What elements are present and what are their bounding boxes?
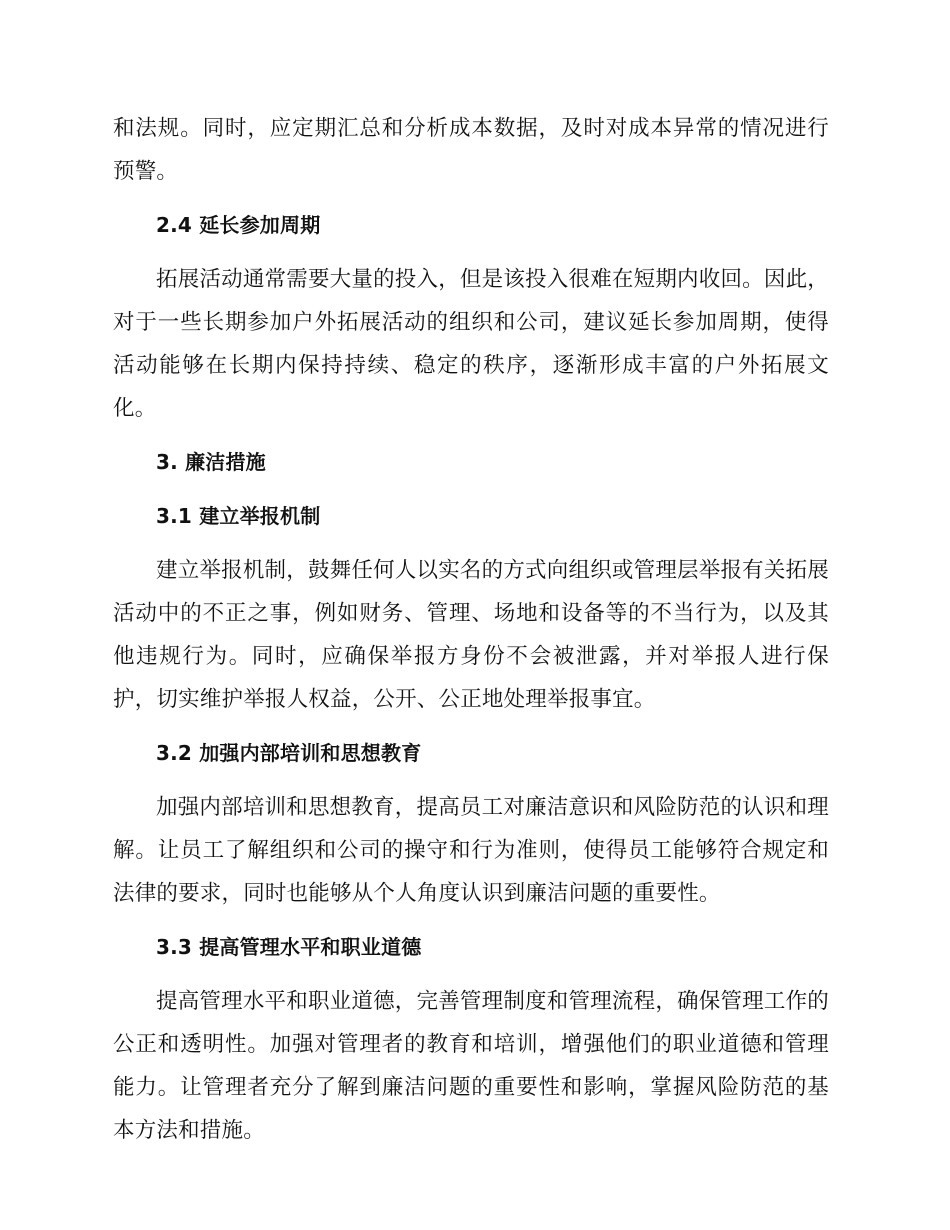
heading-2-4: 2.4 延长参加周期	[156, 213, 321, 237]
heading-3-2: 3.2 加强内部培训和思想教育	[156, 741, 422, 765]
document-body	[113, 107, 829, 1152]
paragraph-cost-continuation: 和法规。同时，应定期汇总和分析成本数据，及时对成本异常的情况进行预警。	[113, 116, 829, 184]
heading-3: 3. 廉洁措施	[156, 450, 266, 474]
paragraph-reporting-mechanism: 建立举报机制，鼓舞任何人以实名的方式向组织或管理层举报有关拓展活动中的不正之事，例如财务、管理、场地和设备等的不当行为，以及其他违规行为。同时，应确保举报方身份不会被泄露，并对举报人进行保护，切实维护举报人权益，公开、公正地处理举报事宜。	[113, 558, 829, 712]
paragraph-management-ethics: 提高管理水平和职业道德，完善管理制度和管理流程，确保管理工作的公正和透明性。加强对管理者的教育和培训，增强他们的职业道德和管理能力。让管理者充分了解到廉洁问题的重要性和影响，掌握风险防范的基本方法和措施。	[113, 989, 829, 1143]
paragraph-extend-period: 拓展活动通常需要大量的投入，但是该投入很难在短期内收回。因此，对于一些长期参加户外拓展活动的组织和公司，建议延长参加周期，使得活动能够在长期内保持持续、稳定的秩序，逐渐形成丰富的户外拓展文化。	[113, 267, 829, 421]
paragraph-internal-training: 加强内部培训和思想教育，提高员工对廉洁意识和风险防范的认识和理解。让员工了解组织和公司的操守和行为准则，使得员工能够符合规定和法律的要求，同时也能够从个人角度认识到廉洁问题的重要性。	[113, 795, 829, 906]
heading-3-3: 3.3 提高管理水平和职业道德	[156, 935, 422, 959]
heading-3-1: 3.1 建立举报机制	[156, 504, 321, 528]
